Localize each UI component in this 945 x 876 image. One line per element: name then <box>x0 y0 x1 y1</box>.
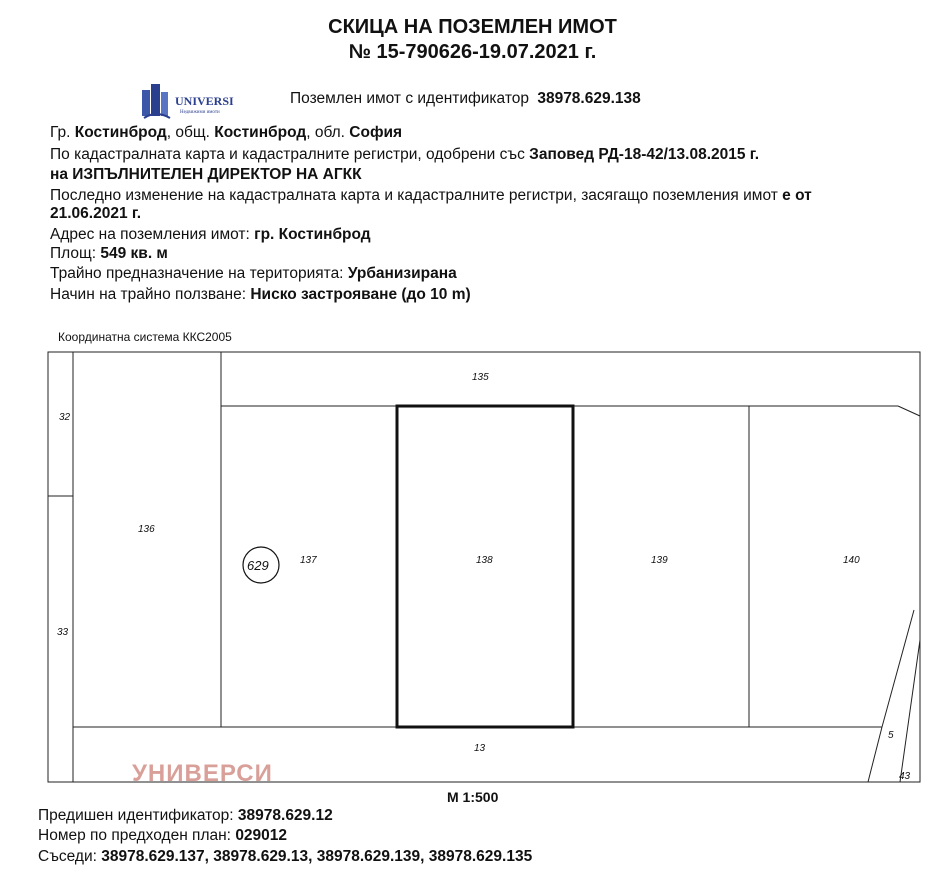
neighbors-line <box>38 848 532 866</box>
cadastral-text: По кадастралната карта и кадастралните регистри, одобрени със <box>50 146 525 163</box>
address-value: гр. Костинброд <box>254 226 371 243</box>
city-value: Костинброд <box>74 124 167 141</box>
usage-value: Ниско застрояване (до 10 m) <box>250 286 471 303</box>
cadastral-line-2: на ИЗПЪЛНИТЕЛЕН ДИРЕКТОР НА АГКК <box>50 166 362 183</box>
street-135-corner <box>898 406 920 416</box>
usage-label: Начин на трайно ползване: <box>50 286 247 303</box>
label-139: 139 <box>651 555 668 566</box>
map-scale: М 1:500 <box>447 789 499 805</box>
logo-name: UNIVERSI <box>175 94 234 108</box>
map-frame <box>48 352 920 782</box>
cadastral-order: Заповед РД-18-42/13.08.2015 г. <box>529 146 759 163</box>
previous-label: Предишен идентификатор: <box>38 807 234 824</box>
address-label: Адрес на поземления имот: <box>50 226 250 243</box>
city-prefix: Гр. <box>50 124 71 141</box>
document-number: № 15-790626-19.07.2021 г. <box>348 41 597 63</box>
label-135: 135 <box>472 372 489 383</box>
oblast-value: София <box>349 124 403 141</box>
block-number: 629 <box>247 558 269 573</box>
label-13: 13 <box>474 743 486 754</box>
identifier-value: 38978.629.138 <box>537 90 641 107</box>
plan-number-line <box>38 827 287 845</box>
purpose-label: Трайно предназначение на територията: <box>50 265 344 282</box>
parcel-5-lower <box>868 727 882 782</box>
last-change-text: Последно изменение на кадастралната карта и кадастралните регистри, засягащо поземления имот <box>50 187 778 204</box>
label-43: 43 <box>899 771 911 782</box>
purpose-value: Урбанизирана <box>347 265 457 282</box>
label-140: 140 <box>843 555 860 566</box>
parcel-43-line <box>900 640 920 782</box>
oblast-prefix: , обл. <box>306 124 345 141</box>
previous-value: 38978.629.12 <box>237 807 333 824</box>
label-33: 33 <box>57 627 69 638</box>
plan-label: Номер по предходен план: <box>38 827 231 844</box>
label-138: 138 <box>476 555 493 566</box>
label-136: 136 <box>138 524 155 535</box>
label-5: 5 <box>888 730 894 741</box>
last-change-bold: е от <box>782 187 812 204</box>
area-value: 549 кв. м <box>100 245 168 262</box>
logo-tagline: Недвижими имоти <box>180 110 220 115</box>
label-137: 137 <box>300 555 317 566</box>
identifier-label: Поземлен имот с идентификатор <box>290 90 530 107</box>
parcel-138-outline <box>397 406 573 727</box>
municipality-value: Костинброд <box>214 124 307 141</box>
watermark: УНИВЕРСИ <box>132 760 273 787</box>
document-title: СКИЦА НА ПОЗЕМЛЕН ИМОТ <box>328 16 617 38</box>
municipality-prefix: , общ. <box>166 124 210 141</box>
parcel-5-line <box>882 610 914 727</box>
plan-value: 029012 <box>235 827 288 844</box>
last-change-date: 21.06.2021 г. <box>50 205 142 222</box>
label-32: 32 <box>59 412 71 423</box>
neighbors-label: Съседи: <box>38 848 97 865</box>
previous-identifier-line <box>38 807 333 825</box>
coordinate-system: Координатна система ККС2005 <box>58 330 232 344</box>
area-label: Площ: <box>50 245 97 262</box>
neighbors-value: 38978.629.137, 38978.629.13, 38978.629.139, 38978.629.135 <box>101 848 533 865</box>
